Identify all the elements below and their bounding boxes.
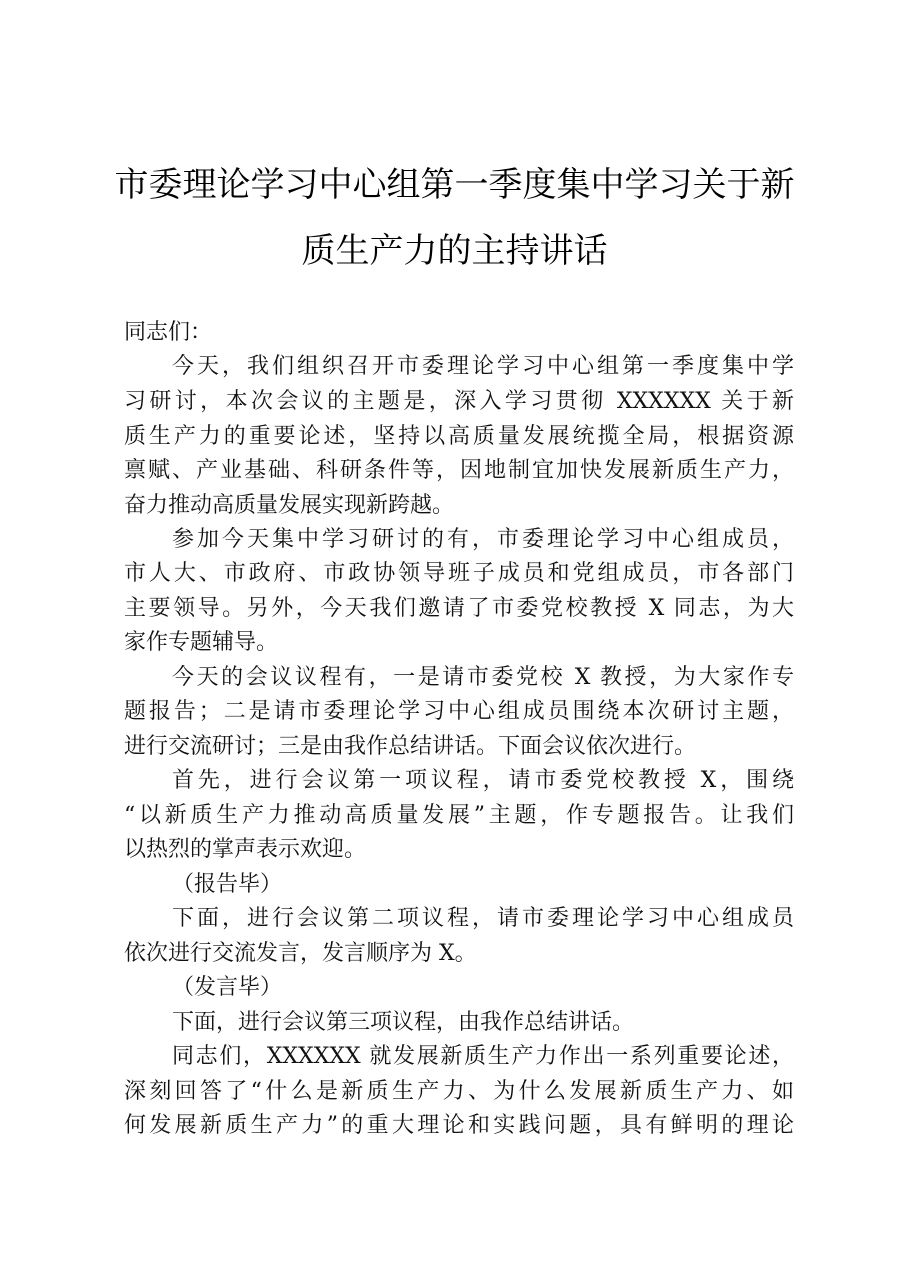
paragraph-line: 市人大、市政府、市政协领导班子成员和党组成员，市各部门 [124,561,794,586]
paragraph-line: 参加今天集中学习研讨的有，市委理论学习中心组成员， [172,527,794,552]
paragraph-line: 习研讨，本次会议的主题是，深入学习贯彻 XXXXXX 关于新 [124,389,794,414]
paragraph-line: 家作专题辅导。 [124,630,279,655]
paragraph-line: 下面，进行会议第二项议程，请市委理论学习中心组成员 [172,906,794,931]
paragraph-line: 今天，我们组织召开市委理论学习中心组第一季度集中学 [172,354,794,379]
document-title-line-2: 质生产力的主持讲话 [301,231,608,271]
paragraph-line: 进行交流研讨；三是由我作总结讲话。下面会议依次进行。 [124,734,697,759]
paragraph-line: 主要领导。另外，今天我们邀请了市委党校教授 X 同志，为大 [124,596,794,621]
document-title-line-1: 市委理论学习中心组第一季度集中学习关于新 [114,165,795,205]
paragraph-line: 下面，进行会议第三项议程，由我作总结讲话。 [172,1010,635,1035]
paragraph-line: 深刻回答了“什么是新质生产力、为什么发展新质生产力、如 [124,1079,794,1104]
paragraph-line: 质生产力的重要论述，坚持以高质量发展统揽全局，根据资源 [124,424,794,449]
paragraph-line: 题报告；二是请市委理论学习中心组成员围绕本次研讨主题， [124,699,794,724]
paragraph-line: 今天的会议议程有，一是请市委党校 X 教授，为大家作专 [172,665,794,690]
paragraph-line: 同志们，XXXXXX 就发展新质生产力作出一系列重要论述， [172,1044,794,1069]
stage-note: （发言毕） [172,975,283,1000]
paragraph-line: 首先，进行会议第一项议程，请市委党校教授 X，围绕 [172,768,794,793]
paragraph-line: 禀赋、产业基础、科研条件等，因地制宜加快发展新质生产力， [124,458,794,483]
paragraph-line: “以新质生产力推动高质量发展”主题，作专题报告。让我们 [124,803,794,828]
paragraph-line: 奋力推动高质量发展实现新跨越。 [124,493,455,518]
paragraph-line: 以热烈的掌声表示欢迎。 [124,837,367,862]
salutation: 同志们： [124,320,213,345]
paragraph-line: 依次进行交流发言，发言顺序为 X。 [124,941,477,966]
paragraph-line: 何发展新质生产力”的重大理论和实践问题，具有鲜明的理论 [124,1113,794,1138]
stage-note: （报告毕） [172,872,283,897]
